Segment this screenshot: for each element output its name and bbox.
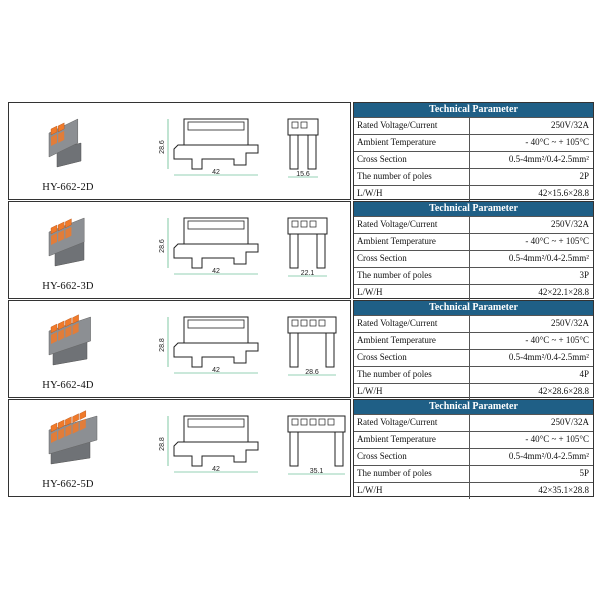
param-row-cross-section [354,448,593,465]
param-row-poles [354,366,593,383]
front-slot [310,320,316,326]
dimension-drawing [126,202,350,298]
param-label: Ambient Temperature [354,432,470,448]
side-top [188,122,244,130]
front-slot [292,122,298,128]
param-value: 3P [579,270,589,280]
side-body [184,317,248,343]
product-row [8,201,592,299]
param-value: 250V/32A [551,417,589,427]
front-top [288,416,345,432]
connector-photo [31,208,105,270]
height-dimension-label: 28.6 [159,140,166,154]
param-value: 4P [579,369,589,379]
front-slot [301,320,307,326]
product-photo-cell [8,201,128,299]
connector-photo [31,109,105,171]
dimension-drawing-cell [126,300,351,398]
side-rail-profile [174,145,258,169]
param-row-temperature [354,233,593,250]
param-value: 42×15.6×28.8 [538,188,589,198]
front-slot [301,221,307,227]
front-slot [319,320,325,326]
front-slot [328,419,334,425]
front-top [288,317,336,333]
param-label: Ambient Temperature [354,135,470,151]
side-body [184,416,248,442]
dimension-drawing [126,400,350,496]
model-label: HY-662-5D [42,479,94,490]
spec-sheet [8,102,592,498]
param-row-voltage [354,216,593,233]
param-row-voltage [354,414,593,431]
technical-parameter-table [353,201,594,299]
param-value: 0.5-4mm²/0.4-2.5mm² [508,154,589,164]
param-label: Cross Section [354,350,470,366]
param-label: Rated Voltage/Current [354,118,470,134]
param-label: L/W/H [354,285,470,301]
param-row-temperature [354,332,593,349]
side-body [184,218,248,244]
param-value: 250V/32A [551,120,589,130]
width-dimension-label: 22.1 [300,270,315,277]
product-photo-cell [8,399,128,497]
table-header: Technical Parameter [354,103,593,117]
length-dimension-label: 42 [212,367,220,374]
connector-photo [31,307,105,369]
param-row-lwh [354,383,593,400]
front-leg [335,432,343,466]
width-dimension-label: 15.6 [296,171,310,178]
side-top [188,320,244,328]
model-label: HY-662-3D [42,281,94,292]
front-leg [317,234,325,268]
lever [80,411,86,420]
param-value: 42×35.1×28.8 [538,485,589,495]
front-leg [326,333,334,367]
height-dimension-label: 28.8 [159,338,166,352]
param-label: Rated Voltage/Current [354,217,470,233]
param-label: Rated Voltage/Current [354,316,470,332]
product-photo-cell [8,102,128,200]
front-slot [310,419,316,425]
product-row [8,399,592,497]
front-slot [292,320,298,326]
param-label: The number of poles [354,367,470,383]
param-value: 42×28.6×28.8 [538,386,589,396]
front-slot [310,221,316,227]
param-row-cross-section [354,349,593,366]
side-rail-profile [174,343,258,367]
param-row-voltage [354,117,593,134]
param-value: 42×22.1×28.8 [538,287,589,297]
param-row-poles [354,267,593,284]
front-slot [319,419,325,425]
param-value: 0.5-4mm²/0.4-2.5mm² [508,451,589,461]
front-leg [290,234,298,268]
param-label: The number of poles [354,466,470,482]
param-label: Ambient Temperature [354,333,470,349]
param-value: - 40°C ~ + 105°C [525,434,589,444]
front-slot [301,122,307,128]
side-top [188,221,244,229]
technical-parameter-table [353,102,594,200]
technical-parameter-table [353,399,594,497]
width-dimension-label: 28.6 [305,369,319,376]
side-top [188,419,244,427]
param-value: - 40°C ~ + 105°C [525,236,589,246]
param-row-lwh [354,482,593,499]
dimension-drawing-cell [126,102,351,200]
param-label: L/W/H [354,483,470,499]
lever [73,414,79,423]
param-value: 250V/32A [551,219,589,229]
product-row [8,102,592,200]
param-label: Cross Section [354,152,470,168]
front-slot [292,221,298,227]
param-row-lwh [354,185,593,202]
param-label: The number of poles [354,169,470,185]
param-value: 0.5-4mm²/0.4-2.5mm² [508,253,589,263]
dimension-drawing-cell [126,201,351,299]
param-row-temperature [354,431,593,448]
param-label: Cross Section [354,449,470,465]
table-header: Technical Parameter [354,202,593,216]
param-value: 5P [579,468,589,478]
front-leg [290,333,298,367]
side-rail-profile [174,442,258,466]
front-top [288,218,327,234]
length-dimension-label: 42 [212,268,220,275]
param-row-voltage [354,315,593,332]
param-label: Cross Section [354,251,470,267]
param-label: Ambient Temperature [354,234,470,250]
product-row [8,300,592,398]
dimension-drawing-cell [126,399,351,497]
param-row-poles [354,465,593,482]
connector-photo [31,406,105,468]
width-dimension-label: 35.1 [309,468,324,475]
front-leg [290,135,298,169]
param-value: - 40°C ~ + 105°C [525,137,589,147]
param-value: 2P [579,171,589,181]
param-label: The number of poles [354,268,470,284]
table-header: Technical Parameter [354,400,593,414]
front-leg [308,135,316,169]
product-photo-cell [8,300,128,398]
param-label: L/W/H [354,384,470,400]
height-dimension-label: 28.6 [159,239,166,253]
param-row-poles [354,168,593,185]
param-value: 0.5-4mm²/0.4-2.5mm² [508,352,589,362]
param-value: - 40°C ~ + 105°C [525,335,589,345]
param-row-cross-section [354,250,593,267]
model-label: HY-662-4D [42,380,94,391]
height-dimension-label: 28.8 [159,437,166,451]
length-dimension-label: 42 [212,466,220,473]
length-dimension-label: 42 [212,169,220,176]
front-leg [290,432,298,466]
front-top [288,119,318,135]
dimension-drawing [126,103,350,199]
param-label: Rated Voltage/Current [354,415,470,431]
dimension-drawing [126,301,350,397]
param-row-lwh [354,284,593,301]
param-row-temperature [354,134,593,151]
table-header: Technical Parameter [354,301,593,315]
param-value: 250V/32A [551,318,589,328]
model-label: HY-662-2D [42,182,94,193]
technical-parameter-table [353,300,594,398]
front-slot [292,419,298,425]
front-slot [301,419,307,425]
param-label: L/W/H [354,186,470,202]
param-row-cross-section [354,151,593,168]
side-rail-profile [174,244,258,268]
side-body [184,119,248,145]
